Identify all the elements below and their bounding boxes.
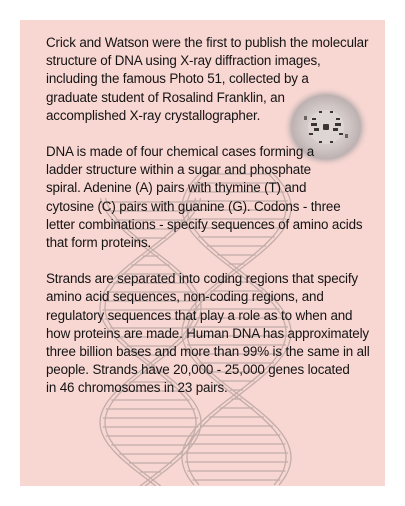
text-line: cytosine (C) pairs with guanine (G). Codons - three: [46, 198, 341, 214]
article-text: [46, 34, 376, 416]
text-line: three billion bases and more than 99% is the same in all: [46, 344, 370, 360]
text-line: Crick and Watson were the first to publish the molecular: [46, 35, 369, 50]
paragraph-dna-structure: [46, 143, 376, 252]
text-line: structure of DNA using X-ray diffraction images,: [46, 53, 321, 69]
text-line: accomplished X-ray crystallographer.: [46, 107, 261, 123]
text-line: DNA is made of four chemical cases forming a: [46, 144, 315, 160]
text-line: in 46 chromosomes in 23 pairs.: [46, 380, 228, 396]
text-line: spiral. Adenine (A) pairs with thymine (T) and: [46, 180, 307, 196]
text-line: how proteins are made. Human DNA has approximately: [46, 325, 369, 341]
text-line: that form proteins.: [46, 235, 152, 251]
text-line: people. Strands have 20,000 - 25,000 genes located: [46, 362, 350, 378]
text-line: including the famous Photo 51, collected by a: [46, 71, 309, 87]
text-line: regulatory sequences that play a role as to when and: [46, 307, 353, 323]
text-line: amino acid sequences, non-coding regions, and: [46, 289, 324, 305]
text-line: letter combinations - specify sequences of amino acids: [46, 216, 363, 232]
paragraph-photo-51: [46, 34, 376, 125]
text-line: Strands are separated into coding regions that specify: [46, 271, 358, 287]
info-panel: [20, 20, 385, 486]
text-line: graduate student of Rosalind Franklin, an: [46, 89, 285, 105]
text-line: ladder structure within a sugar and phosphate: [46, 162, 311, 178]
paragraph-strands: [46, 270, 376, 397]
